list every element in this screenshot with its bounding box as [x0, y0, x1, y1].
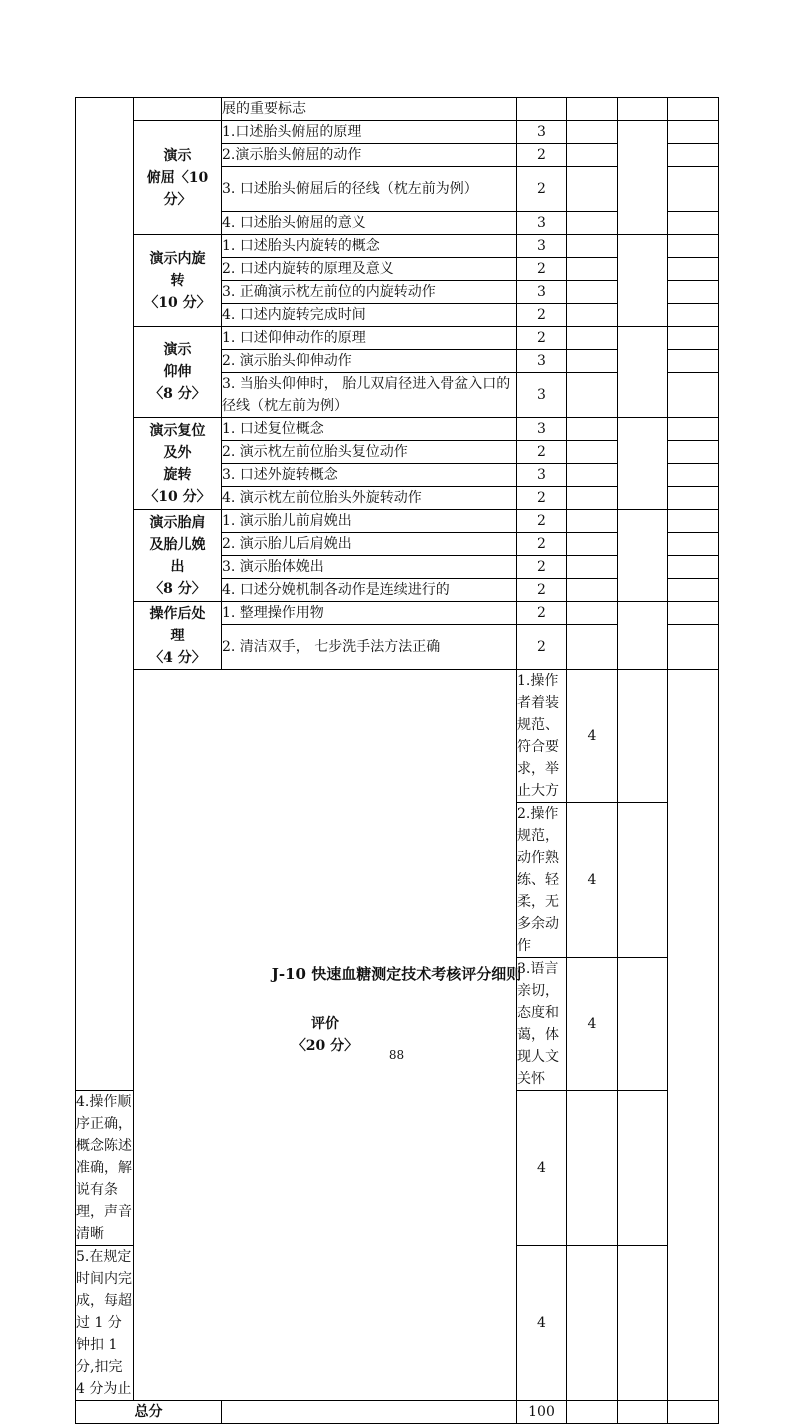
total-row [76, 1401, 719, 1424]
blank-cell [567, 579, 618, 602]
category-line: 〈8 分〉 [149, 580, 206, 597]
item-text: 1. 演示胎儿前肩娩出 [222, 510, 517, 533]
table-row [76, 602, 719, 625]
item-text: 1.操作者着装规范、符合要求，举止大方 [517, 670, 567, 803]
item-text: 1. 口述胎头内旋转的概念 [222, 235, 517, 258]
blank-cell [668, 144, 719, 167]
total-label: 总分 [76, 1401, 222, 1424]
score-cell: 4 [567, 670, 618, 803]
table-row [76, 121, 719, 144]
blank-cell [668, 441, 719, 464]
evaluation-line: 〈20 分〉 [291, 1038, 359, 1054]
blank-cell [668, 327, 719, 350]
blank-cell [618, 1246, 668, 1401]
table-row [76, 235, 719, 258]
category-line: 及外 [163, 444, 192, 461]
total-score: 100 [517, 1401, 567, 1424]
score-cell: 2 [517, 556, 567, 579]
score-cell: 3 [517, 373, 567, 418]
blank-cell [567, 235, 618, 258]
blank-cell [567, 602, 618, 625]
item-text: 5.在规定时间内完成，每超过 1 分钟扣 1 分,扣完 4 分为止 [76, 1246, 134, 1401]
blank-cell [618, 121, 668, 235]
blank-cell [618, 510, 668, 602]
category-rotation [134, 235, 222, 327]
score-cell: 2 [517, 304, 567, 327]
blank-cell [668, 487, 719, 510]
category-cell [134, 98, 222, 121]
score-cell: 2 [517, 487, 567, 510]
item-text: 2. 演示枕左前位胎头复位动作 [222, 441, 517, 464]
category-line: 出 [170, 558, 185, 575]
category-line: 演示胎肩 [149, 514, 206, 531]
blank-cell [668, 602, 719, 625]
category-line: 演示复位 [149, 422, 206, 439]
section-heading: J-10 快速血糖测定技术考核评分细则 [271, 965, 522, 983]
blank-cell [567, 212, 618, 235]
blank-cell [567, 418, 618, 441]
category-line: 理 [170, 627, 185, 644]
item-text: 3. 正确演示枕左前位的内旋转动作 [222, 281, 517, 304]
score-cell: 3 [517, 212, 567, 235]
category-post [134, 602, 222, 670]
blank-cell [567, 327, 618, 350]
score-cell: 3 [517, 350, 567, 373]
item-text: 4. 口述分娩机制各动作是连续进行的 [222, 579, 517, 602]
blank-cell [618, 1401, 668, 1424]
score-cell: 3 [517, 464, 567, 487]
blank-cell [618, 602, 668, 670]
blank-cell [618, 1091, 668, 1246]
blank-cell [567, 487, 618, 510]
blank-cell [618, 327, 668, 418]
score-cell: 2 [517, 144, 567, 167]
score-cell: 4 [567, 803, 618, 958]
item-text: 2. 口述内旋转的原理及意义 [222, 258, 517, 281]
category-line: 演示 [163, 147, 192, 164]
category-line: 〈10 分〉 [144, 294, 211, 311]
category-line: 转 [170, 272, 185, 289]
category-line: 操作后处 [149, 605, 206, 622]
blank-cell [668, 533, 719, 556]
blank-cell [567, 121, 618, 144]
item-text: 2. 演示胎儿后肩娩出 [222, 533, 517, 556]
table-row [76, 418, 719, 441]
score-cell: 3 [517, 121, 567, 144]
score-cell [517, 98, 567, 121]
category-extension [134, 327, 222, 418]
score-cell: 2 [517, 579, 567, 602]
blank-cell [668, 1401, 719, 1424]
score-cell: 3 [517, 418, 567, 441]
blank-cell [668, 670, 719, 1401]
blank-cell [668, 464, 719, 487]
item-text: 3. 演示胎体娩出 [222, 556, 517, 579]
blank-cell [668, 121, 719, 144]
blank-cell [668, 350, 719, 373]
score-cell: 2 [517, 510, 567, 533]
item-text: 4. 口述胎头俯屈的意义 [222, 212, 517, 235]
item-text: 2. 清洁双手， 七步洗手法方法正确 [222, 625, 517, 670]
item-text: 3. 当胎头仰伸时， 胎儿双肩径进入骨盆入口的径线（枕左前为例） [222, 373, 517, 418]
category-restitution [134, 418, 222, 510]
blank-cell [668, 579, 719, 602]
category-line: 旋转 [163, 466, 192, 483]
blank-cell [567, 510, 618, 533]
blank-cell [567, 373, 618, 418]
blank-cell [618, 235, 668, 327]
blank-cell [668, 235, 719, 258]
blank-cell [567, 167, 618, 212]
blank-cell [668, 625, 719, 670]
table-row [76, 98, 719, 121]
category-line: 〈8 分〉 [149, 386, 206, 402]
blank-cell [668, 373, 719, 418]
blank-cell [668, 167, 719, 212]
category-line: 演示内旋 [149, 250, 206, 267]
score-cell: 2 [517, 602, 567, 625]
blank-cell [567, 1401, 618, 1424]
item-text: 2. 演示胎头仰伸动作 [222, 350, 517, 373]
category-shoulders [134, 510, 222, 602]
item-text: 1. 整理操作用物 [222, 602, 517, 625]
score-cell: 4 [517, 1091, 567, 1246]
blank-cell [618, 803, 668, 958]
item-text: 2.操作规范，动作熟练、轻柔，无多余动作 [517, 803, 567, 958]
blank-cell [668, 556, 719, 579]
score-cell: 2 [517, 167, 567, 212]
score-cell: 3 [517, 235, 567, 258]
category-line: 俯屈〈10 [146, 169, 209, 186]
blank-cell [567, 625, 618, 670]
blank-cell [567, 533, 618, 556]
category-line: 演示 [163, 342, 192, 358]
scoring-table [75, 97, 719, 1424]
item-text: 4.操作顺序正确，概念陈述准确，解说有条理，声音清晰 [76, 1091, 134, 1246]
blank-cell [567, 281, 618, 304]
blank-cell [618, 98, 668, 121]
category-line: 分〉 [163, 191, 192, 208]
category-line: 仰伸 [163, 364, 192, 380]
score-cell: 2 [517, 441, 567, 464]
score-cell: 2 [517, 258, 567, 281]
table-row [76, 510, 719, 533]
category-line: 〈10 分〉 [144, 488, 211, 505]
item-text: 展的重要标志 [222, 98, 517, 121]
blank-cell [222, 1401, 517, 1424]
item-text: 3. 口述外旋转概念 [222, 464, 517, 487]
category-line: 及胎儿娩 [149, 536, 206, 553]
blank-cell [567, 304, 618, 327]
evaluation-line: 评价 [311, 1016, 339, 1032]
table-row [76, 670, 719, 803]
blank-cell [668, 258, 719, 281]
score-cell: 2 [517, 533, 567, 556]
table-row [76, 327, 719, 350]
score-cell: 3 [517, 281, 567, 304]
blank-cell [618, 670, 668, 803]
item-text: 1.口述胎头俯屈的原理 [222, 121, 517, 144]
item-text: 4. 口述内旋转完成时间 [222, 304, 517, 327]
score-cell: 4 [517, 1246, 567, 1401]
blank-cell [567, 1091, 618, 1246]
blank-cell [567, 464, 618, 487]
blank-cell [567, 98, 618, 121]
blank-cell [668, 304, 719, 327]
blank-cell [668, 212, 719, 235]
evaluation-cell [134, 670, 517, 1401]
category-flexion [134, 121, 222, 235]
item-text: 4. 演示枕左前位胎头外旋转动作 [222, 487, 517, 510]
blank-cell [567, 1246, 618, 1401]
blank-cell [668, 281, 719, 304]
score-cell: 4 [567, 958, 618, 1091]
category-line: 〈4 分〉 [149, 649, 206, 666]
blank-cell [618, 418, 668, 510]
blank-cell [668, 418, 719, 441]
blank-cell [567, 556, 618, 579]
item-text: 1. 口述复位概念 [222, 418, 517, 441]
score-cell: 2 [517, 625, 567, 670]
blank-cell [567, 350, 618, 373]
section-cell [76, 98, 134, 1091]
blank-cell [668, 98, 719, 121]
page-number: 88 [388, 1048, 405, 1062]
blank-cell [567, 144, 618, 167]
item-text: 2.演示胎头俯屈的动作 [222, 144, 517, 167]
blank-cell [567, 258, 618, 281]
blank-cell [668, 510, 719, 533]
item-text: 3.语言亲切，态度和蔼，体现人文关怀 [517, 958, 567, 1091]
blank-cell [567, 441, 618, 464]
item-text: 3. 口述胎头俯屈后的径线（枕左前为例） [222, 167, 517, 212]
item-text: 1. 口述仰伸动作的原理 [222, 327, 517, 350]
score-cell: 2 [517, 327, 567, 350]
